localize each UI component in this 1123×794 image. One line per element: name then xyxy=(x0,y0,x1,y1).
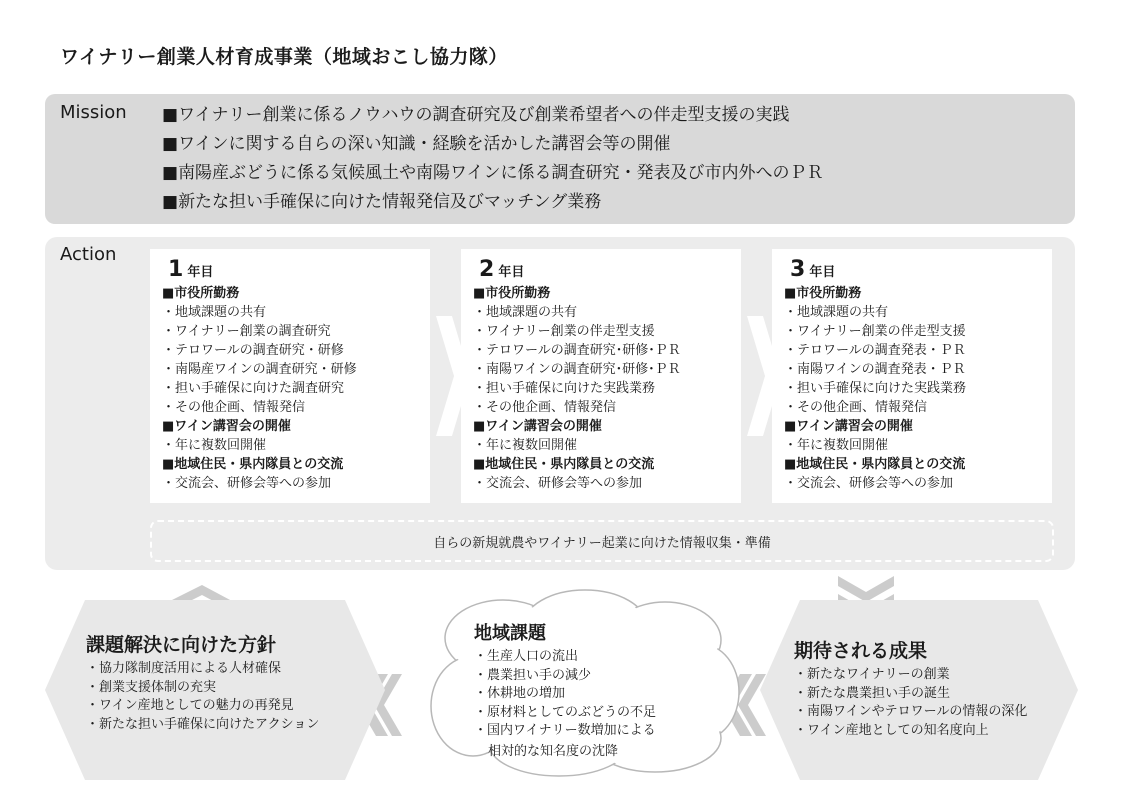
card-heading: ■ 市役所勤務 xyxy=(784,284,1052,303)
mission-item: ■ワイナリー創業に係るノウハウの調査研究及び創業希望者への伴走型支援の実践 xyxy=(162,105,790,125)
card-title xyxy=(790,257,1052,282)
card-item: ・ ワイナリー創業の調査研究 xyxy=(162,322,430,341)
issues-list xyxy=(474,648,656,741)
policy-item: ・ 新たな担い手確保に向けたアクション xyxy=(86,716,319,735)
card-list xyxy=(473,284,741,493)
card-item: ・ 地域課題の共有 xyxy=(162,303,430,322)
card-item: ・ 交流会、研修会等への参加 xyxy=(473,474,741,493)
issues-item: ・ 原材料としてのぶどうの不足 xyxy=(474,704,656,723)
year-unit: 年目 xyxy=(809,265,836,280)
mission-item-text: 南陽産ぶどうに係る気候風土や南陽ワインに係る調査研究・発表及び市内外へのＰＲ xyxy=(178,163,824,183)
card-item: ・ 南陽ワインの調査研究･研修･ＰＲ xyxy=(473,360,741,379)
year-card-2 xyxy=(461,249,741,503)
outcomes-list xyxy=(794,666,1027,740)
card-heading: ■ ワイン講習会の開催 xyxy=(473,417,741,436)
policy-title: 課題解決に向けた方針 xyxy=(86,634,277,656)
outcomes-item: ・ 新たな農業担い手の誕生 xyxy=(794,685,1027,704)
year-number: 3 xyxy=(790,257,806,282)
issues-title: 地域課題 xyxy=(474,623,546,644)
card-item: ・ 南陽ワインの調査発表・ＰＲ xyxy=(784,360,1052,379)
card-item: ・ 地域課題の共有 xyxy=(784,303,1052,322)
issues-item-continuation: 相対的な知名度の沈降 xyxy=(488,744,619,759)
card-heading: ■ 地域住民・県内隊員との交流 xyxy=(162,455,430,474)
policy-list xyxy=(86,660,319,734)
page-title: ワイナリー創業人材育成事業（地域おこし協力隊） xyxy=(60,46,508,68)
policy-item: ・ 創業支援体制の充実 xyxy=(86,679,319,698)
issues-item: ・ 休耕地の増加 xyxy=(474,685,656,704)
card-item: ・ 交流会、研修会等への参加 xyxy=(162,474,430,493)
card-title xyxy=(479,257,741,282)
card-item: ・ 年に複数回開催 xyxy=(784,436,1052,455)
card-list xyxy=(784,284,1052,493)
mission-item: ■ワインに関する自らの深い知識・経験を活かした講習会等の開催 xyxy=(162,134,671,154)
card-list xyxy=(162,284,430,493)
card-item: ・ その他企画、情報発信 xyxy=(784,398,1052,417)
card-item: ・ ワイナリー創業の伴走型支援 xyxy=(784,322,1052,341)
card-item: ・ 年に複数回開催 xyxy=(162,436,430,455)
mission-item: ■新たな担い手確保に向けた情報発信及びマッチング業務 xyxy=(162,192,602,212)
card-item: ・ 担い手確保に向けた調査研究 xyxy=(162,379,430,398)
card-heading: ■ 市役所勤務 xyxy=(473,284,741,303)
issues-item: ・ 農業担い手の減少 xyxy=(474,667,656,686)
card-item: ・ 南陽産ワインの調査研究・研修 xyxy=(162,360,430,379)
issues-item: ・ 生産人口の流出 xyxy=(474,648,656,667)
card-item: ・ ワイナリー創業の伴走型支援 xyxy=(473,322,741,341)
outcomes-title: 期待される成果 xyxy=(794,640,928,662)
outcomes-item: ・ ワイン産地としての知名度向上 xyxy=(794,722,1027,741)
policy-item: ・ ワイン産地としての魅力の再発見 xyxy=(86,697,319,716)
outcomes-item: ・ 南陽ワインやテロワールの情報の深化 xyxy=(794,703,1027,722)
mission-label: Mission xyxy=(60,102,127,123)
year-unit: 年目 xyxy=(498,265,525,280)
issues-item: ・ 国内ワイナリー数増加による xyxy=(474,722,656,741)
action-label: Action xyxy=(60,244,117,265)
mission-item-text: ワイナリー創業に係るノウハウの調査研究及び創業希望者への伴走型支援の実践 xyxy=(178,105,790,125)
card-item: ・ テロワールの調査発表・ＰＲ xyxy=(784,341,1052,360)
year-card-1 xyxy=(150,249,430,503)
mission-item-text: ワインに関する自らの深い知識・経験を活かした講習会等の開催 xyxy=(178,134,671,154)
card-item: ・ テロワールの調査研究･研修･ＰＲ xyxy=(473,341,741,360)
card-item: ・ 交流会、研修会等への参加 xyxy=(784,474,1052,493)
card-heading: ■ 市役所勤務 xyxy=(162,284,430,303)
year-number: 1 xyxy=(168,257,184,282)
card-heading: ■ 地域住民・県内隊員との交流 xyxy=(784,455,1052,474)
card-item: ・ その他企画、情報発信 xyxy=(162,398,430,417)
mission-item-text: 新たな担い手確保に向けた情報発信及びマッチング業務 xyxy=(178,192,602,212)
outcomes-item: ・ 新たなワイナリーの創業 xyxy=(794,666,1027,685)
card-heading: ■ ワイン講習会の開催 xyxy=(162,417,430,436)
card-title xyxy=(168,257,430,282)
year-card-3 xyxy=(772,249,1052,503)
preparation-note-text: 自らの新規就農やワイナリー起業に向けた情報収集・準備 xyxy=(433,535,771,551)
card-item: ・ テロワールの調査研究・研修 xyxy=(162,341,430,360)
mission-list xyxy=(162,101,824,217)
card-item: ・ 地域課題の共有 xyxy=(473,303,741,322)
card-item: ・ 担い手確保に向けた実践業務 xyxy=(473,379,741,398)
preparation-note xyxy=(150,520,1054,562)
year-number: 2 xyxy=(479,257,495,282)
card-item: ・ その他企画、情報発信 xyxy=(473,398,741,417)
card-heading: ■ ワイン講習会の開催 xyxy=(784,417,1052,436)
mission-item: ■南陽産ぶどうに係る気候風土や南陽ワインに係る調査研究・発表及び市内外へのＰＲ xyxy=(162,163,824,183)
year-unit: 年目 xyxy=(187,265,214,280)
card-item: ・ 年に複数回開催 xyxy=(473,436,741,455)
card-item: ・ 担い手確保に向けた実践業務 xyxy=(784,379,1052,398)
card-heading: ■ 地域住民・県内隊員との交流 xyxy=(473,455,741,474)
policy-item: ・ 協力隊制度活用による人材確保 xyxy=(86,660,319,679)
